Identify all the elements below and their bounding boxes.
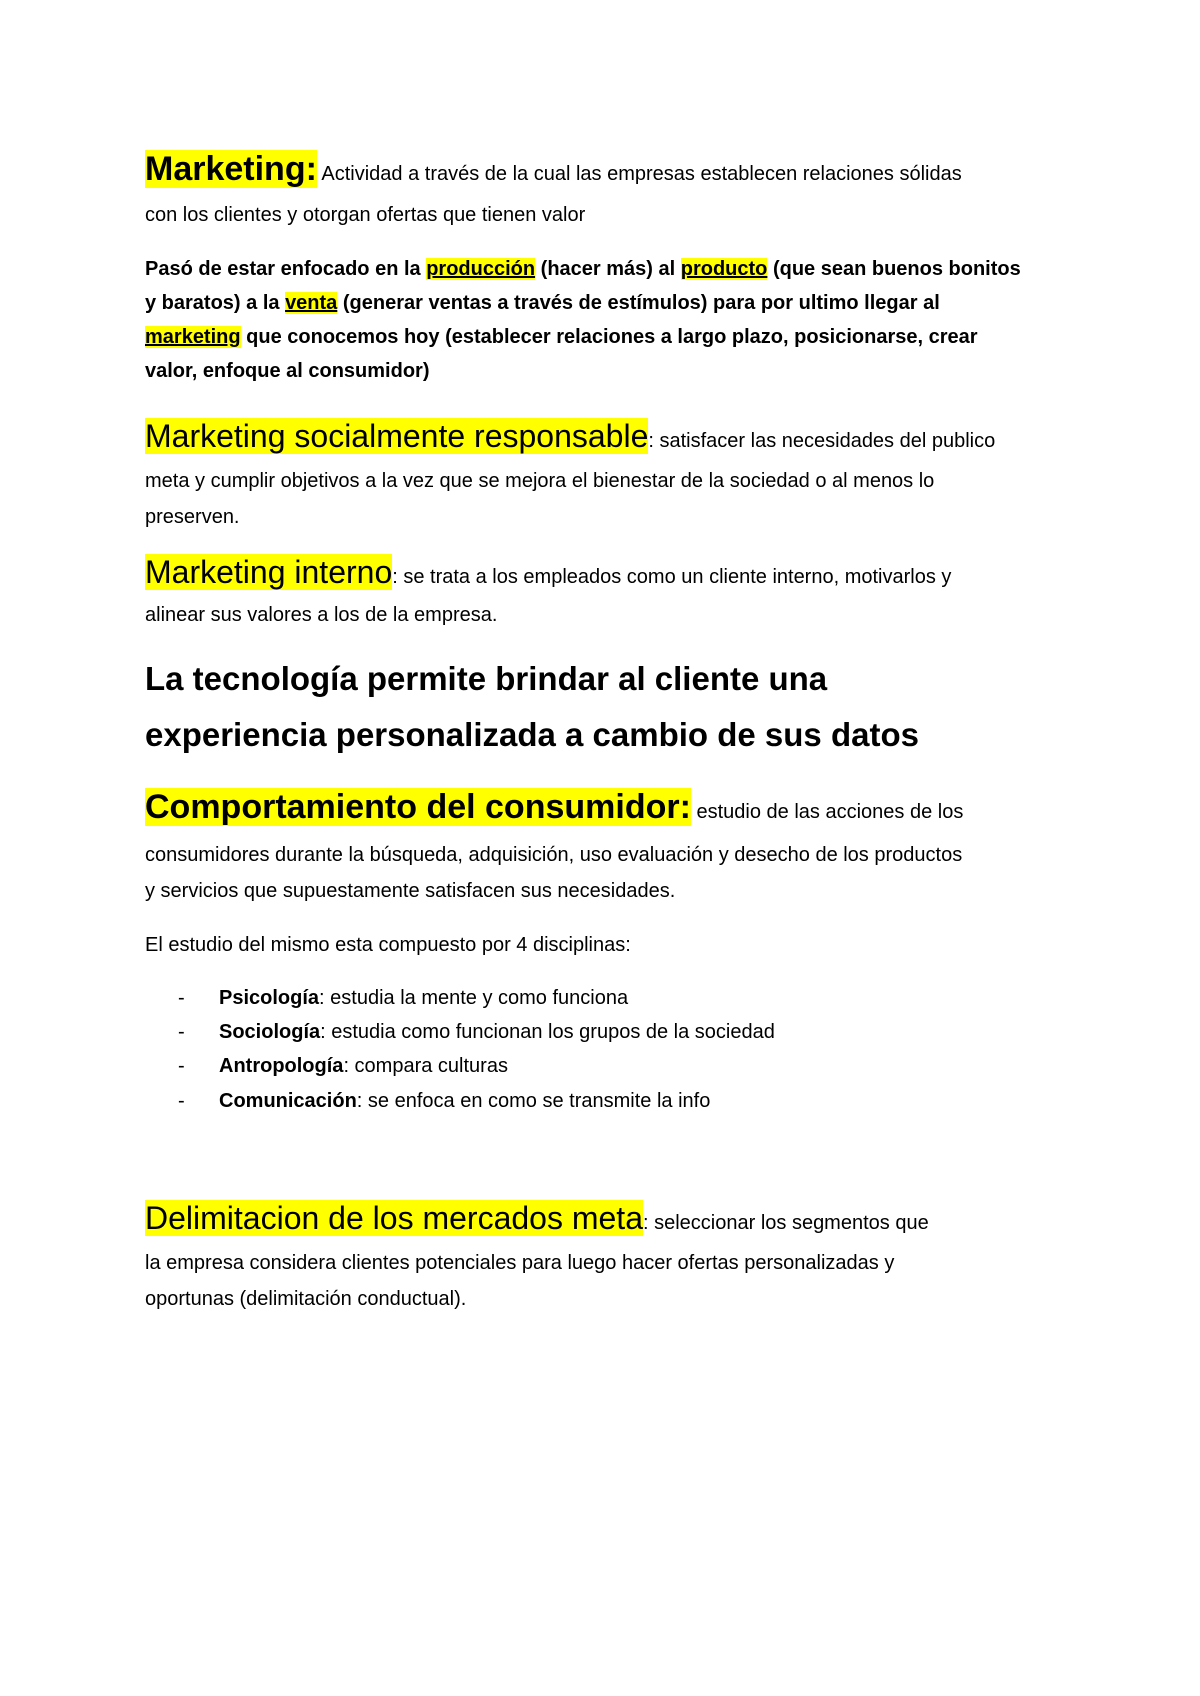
definition-text: : se trata a los empleados como un cliente interno, motivarlos y: [392, 566, 952, 588]
definition-line: la empresa considera clientes potenciales para luego hacer ofertas personalizadas y: [145, 1252, 895, 1274]
discipline-description: : estudia la mente y como funciona: [319, 987, 629, 1009]
bullet-dash: -: [178, 1055, 185, 1077]
term-marketing: Marketing:: [145, 150, 317, 188]
evolution-text: (que sean buenos bonitos: [767, 258, 1021, 280]
discipline-name: Sociología: [219, 1021, 321, 1043]
evolution-text: (generar ventas a través de estímulos) para por ultimo llegar al: [337, 292, 940, 314]
definition-line: preserven.: [145, 506, 240, 528]
definition-line: oportunas (delimitación conductual).: [145, 1288, 467, 1310]
definition-line: con los clientes y otorgan ofertas que tienen valor: [145, 204, 586, 226]
keyword-produccion: producción: [426, 258, 536, 280]
discipline-description: : estudia como funcionan los grupos de la sociedad: [320, 1021, 775, 1043]
bullet-dash: -: [178, 987, 185, 1009]
list-item: [178, 1021, 775, 1044]
definition-line: alinear sus valores a los de la empresa.: [145, 604, 498, 626]
discipline-description: : compara culturas: [343, 1055, 508, 1077]
disciplines-intro: El estudio del mismo esta compuesto por 4 disciplinas:: [145, 934, 631, 956]
definition-text: : satisfacer las necesidades del publico: [648, 430, 996, 452]
term-consumer-behaviour: Comportamiento del consumidor:: [145, 788, 691, 826]
section-heading-line-2: experiencia personalizada a cambio de sus datos: [145, 716, 919, 753]
definition-text: : seleccionar los segmentos que: [642, 1212, 929, 1234]
term-target-market: Delimitacion de los mercados meta: [145, 1200, 643, 1236]
definition-line: consumidores durante la búsqueda, adquisición, uso evaluación y desecho de los productos: [145, 844, 963, 866]
definition-line: meta y cumplir objetivos a la vez que se mejora el bienestar de la sociedad o al menos lo: [145, 470, 935, 492]
bullet-dash: -: [178, 1021, 185, 1043]
definition-line: y servicios que supuestamente satisfacen sus necesidades.: [145, 880, 676, 902]
term-social-marketing: Marketing socialmente responsable: [145, 418, 649, 454]
list-item: [178, 987, 629, 1010]
evolution-text: Pasó de estar enfocado en la: [145, 258, 427, 280]
term-internal-marketing: Marketing interno: [145, 554, 393, 590]
definition-text: Actividad a través de la cual las empresas establecen relaciones sólidas: [316, 163, 962, 185]
list-item: [178, 1090, 711, 1113]
evolution-text: y baratos) a la: [145, 292, 286, 314]
list-item: [178, 1055, 508, 1078]
evolution-line: valor, enfoque al consumidor): [145, 360, 430, 382]
discipline-name: Comunicación: [219, 1090, 357, 1112]
section-heading-line-1: La tecnología permite brindar al cliente una: [145, 660, 828, 697]
discipline-name: Psicología: [219, 987, 320, 1009]
keyword-venta: venta: [285, 292, 338, 314]
discipline-name: Antropología: [219, 1055, 344, 1077]
definition-text: estudio de las acciones de los: [690, 801, 964, 823]
bullet-dash: -: [178, 1090, 185, 1112]
keyword-marketing: marketing: [145, 326, 241, 348]
keyword-producto: producto: [680, 258, 768, 280]
evolution-text: que conocemos hoy (establecer relaciones a largo plazo, posicionarse, crear: [240, 326, 978, 348]
evolution-text: (hacer más) al: [535, 258, 681, 280]
discipline-description: : se enfoca en como se transmite la info: [356, 1090, 711, 1112]
